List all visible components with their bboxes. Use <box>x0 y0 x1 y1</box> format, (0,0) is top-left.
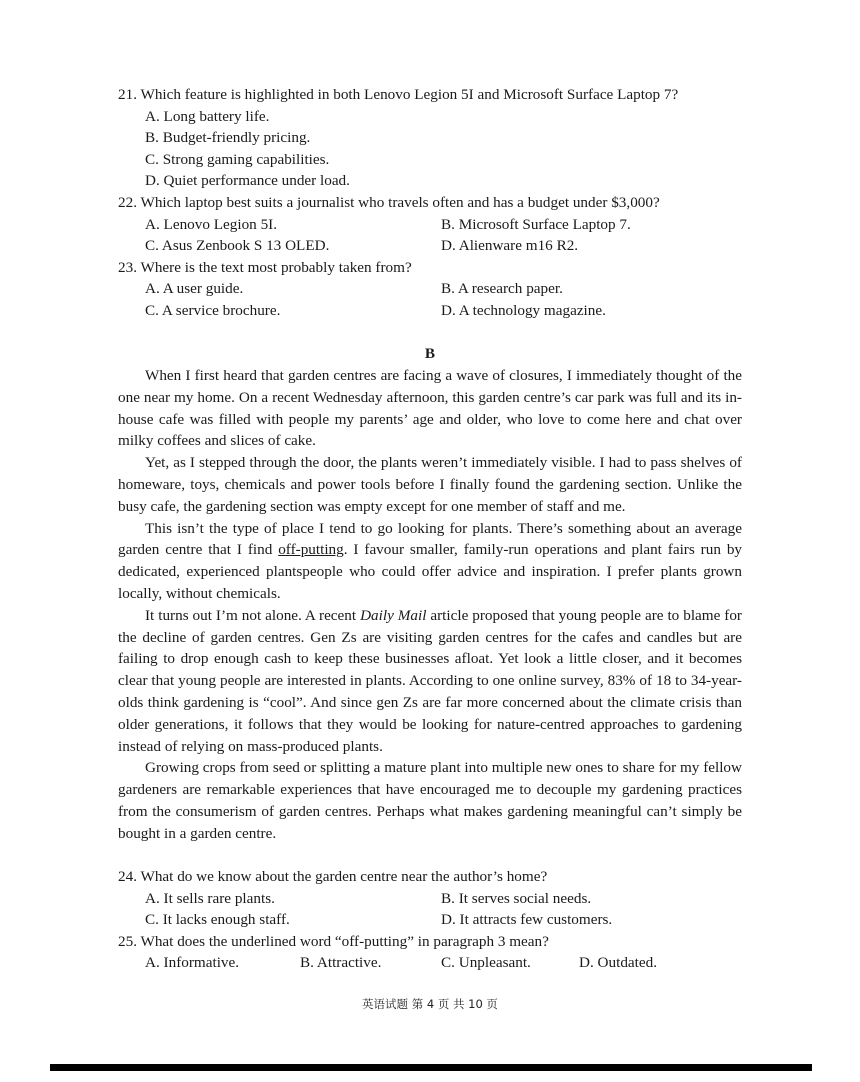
q24-option-d: D. It attracts few customers. <box>441 911 613 929</box>
page-footer: 英语试题 第 4 页 共 10 页 <box>362 997 498 1011</box>
q22-option-b: B. Microsoft Surface Laptop 7. <box>441 215 631 233</box>
questions-24-25 <box>118 866 742 974</box>
passage-paragraph-2: Yet, as I stepped through the door, the plants weren’t immediately visible. I had to pass shelves of homeware, toys, chemicals and power tools before I finally found the gardening section. Unlike the busy cafe, the gardening section was empty except for one member of staff and me. <box>118 454 742 515</box>
q21-option-a: A. Long battery life. <box>145 107 270 125</box>
q23-stem: 23. Where is the text most probably taken from? <box>118 258 412 276</box>
q23-options-row-2 <box>118 300 742 322</box>
q22-stem: 22. Which laptop best suits a journalist who travels often and has a budget under $3,000? <box>118 193 660 211</box>
section-b <box>118 343 742 845</box>
p3-text-after: . I favour smaller, family-run operations and plant fairs run by dedicated, experienced plantspeople who could offer advice and inspiration. I prefer plants grown locally, without chemicals. <box>118 541 743 602</box>
q24-option-b: B. It serves social needs. <box>441 889 592 907</box>
p4-text-after: article proposed that young people are to blame for the decline of garden centres. Gen Zs are visiting garden centres for the cafes and candles but are failing to drop enough cash to keep these businesses afloat. Yet look a little closer, and it becomes clear that young people are interested in plants. According to one online survey, 83% of 18 to 34-year-olds think gardening is “cool”. And since gen Zs are far more concerned about the climate crisis than older generations, it follows that they would be looking for nature-centred approaches to gardening instead of relying on mass-produced plants. <box>118 606 742 755</box>
q21-stem: 21. Which feature is highlighted in both Lenovo Legion 5I and Microsoft Surface Laptop 7? <box>118 86 679 103</box>
p3-text-before: This isn’t the type of place I tend to go looking for plants. There’s something about an average garden centre that I find <box>118 519 742 559</box>
publication-name: Daily Mail <box>360 606 427 624</box>
q24-options-row-2 <box>118 909 742 931</box>
q25-option-d: D. Outdated. <box>579 954 658 972</box>
passage-paragraph-1: When I first heard that garden centres are facing a wave of closures, I immediately thought of the one near my home. On a recent Wednesday afternoon, this garden centre’s car park was full and its in-house cafe was filled with people my parents’ age and older, who love to come here and chat over milky coffees and slices of cake. <box>118 367 742 450</box>
q23-options-row-1 <box>118 278 742 300</box>
q22-options-row-1 <box>118 214 742 236</box>
q23-option-a: A. A user guide. <box>145 280 244 298</box>
bottom-border-bar <box>50 1064 812 1071</box>
q25-option-a: A. Informative. <box>145 954 240 972</box>
q24-stem: 24. What do we know about the garden centre near the author’s home? <box>118 868 548 885</box>
q24-options-row-1 <box>118 888 742 910</box>
q22-option-d: D. Alienware m16 R2. <box>441 237 579 255</box>
underlined-word: off-putting <box>278 541 344 559</box>
q21-option-d: D. Quiet performance under load. <box>145 172 350 190</box>
q22-option-a: A. Lenovo Legion 5I. <box>145 215 278 233</box>
q25-stem: 25. What does the underlined word “off-putting” in paragraph 3 mean? <box>118 932 549 950</box>
passage-paragraph-4 <box>118 605 742 758</box>
q22-options-row-2 <box>118 235 742 257</box>
q23-option-d: D. A technology magazine. <box>441 301 606 319</box>
q23-option-c: C. A service brochure. <box>145 301 281 319</box>
section-b-title: B <box>424 345 436 362</box>
q21-option-b: B. Budget-friendly pricing. <box>145 129 311 147</box>
questions-21-23 <box>118 84 742 322</box>
passage-paragraph-5: Growing crops from seed or splitting a mature plant into multiple new ones to share for my fellow gardeners are remarkable experiences that have encouraged me to decouple my gardening practices from the consumerism of garden centres. Perhaps what makes gardening meaningful can’t simply be bought in a garden centre. <box>118 759 742 842</box>
q23-option-b: B. A research paper. <box>441 280 563 298</box>
q22-option-c: C. Asus Zenbook S 13 OLED. <box>145 237 330 255</box>
q25-option-c: C. Unpleasant. <box>441 954 531 972</box>
p4-text-before: It turns out I’m not alone. A recent <box>145 606 361 624</box>
q24-option-a: A. It sells rare plants. <box>145 889 275 907</box>
passage-paragraph-3 <box>118 518 742 605</box>
q24-option-c: C. It lacks enough staff. <box>145 911 290 929</box>
q25-option-b: B. Attractive. <box>300 954 382 972</box>
q21-option-c: C. Strong gaming capabilities. <box>145 150 330 168</box>
q25-options-row <box>118 952 742 974</box>
